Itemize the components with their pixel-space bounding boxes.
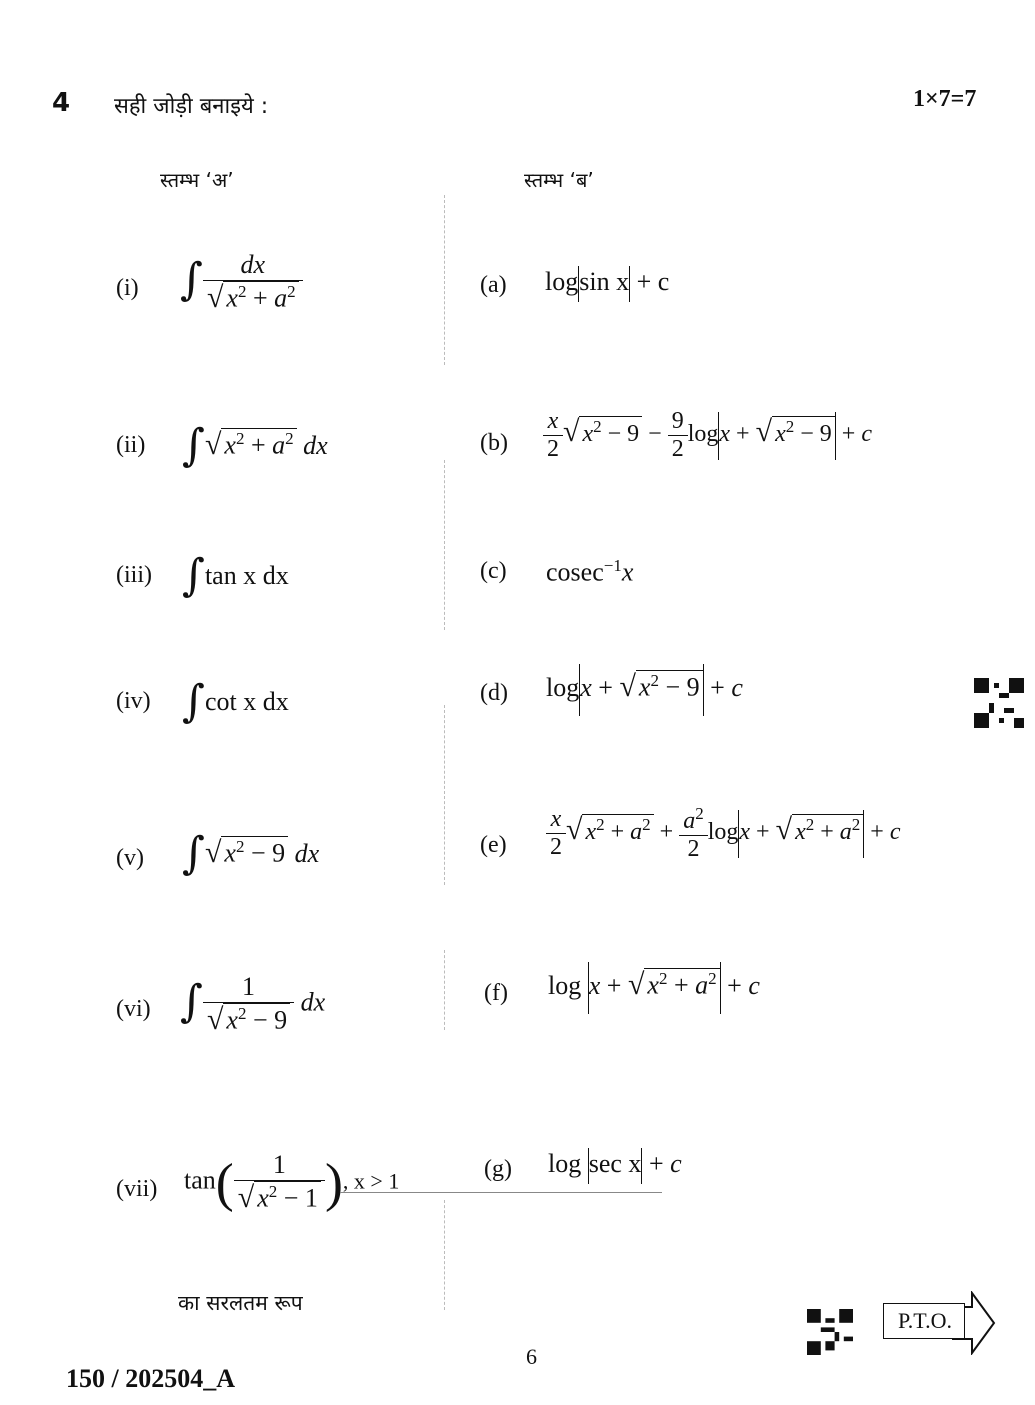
separator-line [444,1200,446,1310]
integral-iii: ∫tan x dx [182,550,289,601]
integral-ii: ∫√ $x^2 + a^2$ dx [182,420,328,471]
dx-text: dx [240,250,266,279]
separator-line [444,195,446,365]
column-a-label: (vii) [116,1176,158,1202]
column-b-label: (c) [480,558,507,584]
answer-a [545,266,669,302]
question-instruction: सही जोड़ी बनाइये : [114,94,269,119]
dx-text: dx [300,987,326,1017]
integral-vi: ∫ $\frac{1}{√ x^2 - 9}$ dx [180,972,326,1036]
separator-line [444,705,446,885]
paper-code: 150 / 202504_A [66,1364,235,1393]
separator-line [444,950,446,1030]
condition-text: , x > 1 [342,1168,400,1194]
column-b-label: (b) [480,430,508,456]
column-b-label: (d) [480,680,508,706]
integral-i: ∫ $\frac{dx}{√ x^2 + a^2}$ [180,250,303,315]
column-a-heading: स्तम्भ ‘अ’ [160,168,234,192]
column-a-label: (vi) [116,996,151,1022]
integral-iv: ∫cot x dx [182,676,289,727]
column-a-label: (v) [116,845,144,871]
question-number: 4 [52,88,71,118]
inverse-text: −1 [603,556,622,575]
one-text: 1 [203,972,294,1003]
column-b-label: (e) [480,832,507,858]
answer-b: $\frac{x}{2}$ √ $x^2 - 9$ − $\frac{9}{2}$ logx + √ $x^2 - 9 + c$ [543,408,872,463]
expression-vii: tan( $\frac{1}{√ x^2 - 1}$ ), x > 1 [184,1150,400,1214]
qr-code-icon [974,678,1024,728]
column-b-label: (f) [484,980,508,1006]
plus-c-text: + c [636,267,670,297]
column-a-label: (iv) [116,688,151,714]
column-a-label: (i) [116,275,139,301]
footnote-text: का सरलतम रूप [178,1291,303,1315]
cosec-text: cosec [546,557,604,587]
one-text: 1 [234,1150,325,1181]
tan-x-dx-text: tan x dx [204,561,289,590]
column-b-heading: स्तम्भ ‘ब’ [524,168,594,192]
tan-text: tan [184,1165,216,1195]
dx-text: dx [303,431,328,460]
x-text: x [621,557,634,587]
separator-line [444,460,446,630]
cot-x-dx-text: cot x dx [204,687,289,716]
pto-label: P.T.O. [883,1303,965,1339]
answer-d: logx + √ $x^2 - 9 + c$ [546,664,743,716]
log-text: log [545,267,579,297]
underline-rule [340,1192,662,1193]
page-number: 6 [526,1344,537,1369]
column-b-label: (a) [480,272,507,298]
answer-c [546,556,633,588]
answer-e: $\frac{x}{2}$ √ $x^2 + a^2$ + $\frac{a^2}{2}$ logx + √ $x^2 + a^2 + c$ [546,804,900,863]
column-b-label: (g) [484,1156,512,1182]
sec-x-text: sec x [588,1149,642,1179]
sin-x-text: sin x [579,267,630,297]
dx-text: dx [294,839,320,868]
answer-g: log sec x + c [548,1148,682,1184]
barcode-icon [807,1309,853,1355]
integral-v: ∫√ $x^2 - 9$ dx [182,828,320,879]
column-a-label: (ii) [116,432,146,458]
answer-f: log x + √ $x^2 + a^2 + c$ [548,962,760,1014]
column-a-label: (iii) [116,562,152,588]
question-marks: 1×7=7 [913,86,977,112]
